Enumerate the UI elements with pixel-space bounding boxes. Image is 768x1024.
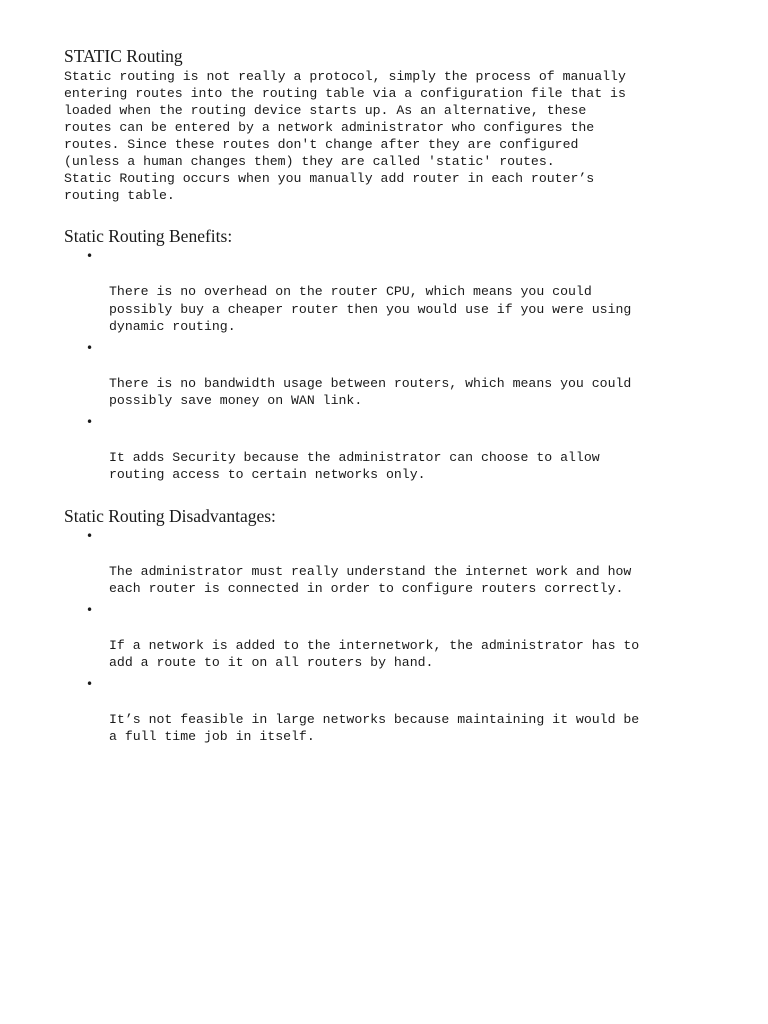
disadvantages-section bbox=[64, 506, 724, 746]
list-item bbox=[64, 340, 724, 410]
benefits-list bbox=[64, 248, 724, 484]
document-page bbox=[64, 46, 724, 750]
list-item bbox=[64, 602, 724, 672]
list-item-text: The administrator must really understand the internet work and how each router is connected in order to configure routers correctly. bbox=[109, 563, 632, 596]
list-item-text: If a network is added to the internetwork, the administrator has to add a route to it on all routers by hand. bbox=[109, 637, 640, 670]
benefits-heading: Static Routing Benefits: bbox=[64, 226, 233, 246]
list-item-text: There is no overhead on the router CPU, which means you could possibly buy a cheaper router then you would use if you were using dynamic routing. bbox=[109, 284, 632, 334]
bullet-icon: • bbox=[86, 602, 94, 617]
disadvantages-list bbox=[64, 528, 724, 746]
list-item bbox=[64, 248, 724, 336]
benefits-section bbox=[64, 226, 724, 484]
list-item bbox=[64, 414, 724, 484]
bullet-icon: • bbox=[86, 528, 94, 543]
list-item-text: It’s not feasible in large networks because maintaining it would be a full time job in itself. bbox=[109, 711, 640, 744]
disadvantages-heading: Static Routing Disadvantages: bbox=[64, 505, 276, 526]
list-item bbox=[64, 528, 724, 598]
bullet-icon: • bbox=[86, 676, 94, 691]
bullet-icon: • bbox=[86, 340, 94, 355]
list-item-text: There is no bandwidth usage between routers, which means you could possibly save money on WAN link. bbox=[109, 375, 632, 408]
bullet-icon: • bbox=[86, 414, 94, 429]
page-title: STATIC Routing bbox=[64, 46, 183, 66]
list-item bbox=[64, 676, 724, 746]
bullet-icon: • bbox=[86, 249, 94, 263]
list-item-text: It adds Security because the administrator can choose to allow routing access to certain networks only. bbox=[109, 449, 600, 482]
intro-paragraph: Static routing is not really a protocol, simply the process of manually entering routes into the routing table via a configuration file that is loaded when the routing device starts up. As an alternative, these routes can be entered by a network administrator who configures the routes. Since these routes don't change after they are configured (unless a human changes them) they are called 'static' routes. Static Routing occurs when you manually add router in each router’s routing table. bbox=[64, 69, 626, 203]
